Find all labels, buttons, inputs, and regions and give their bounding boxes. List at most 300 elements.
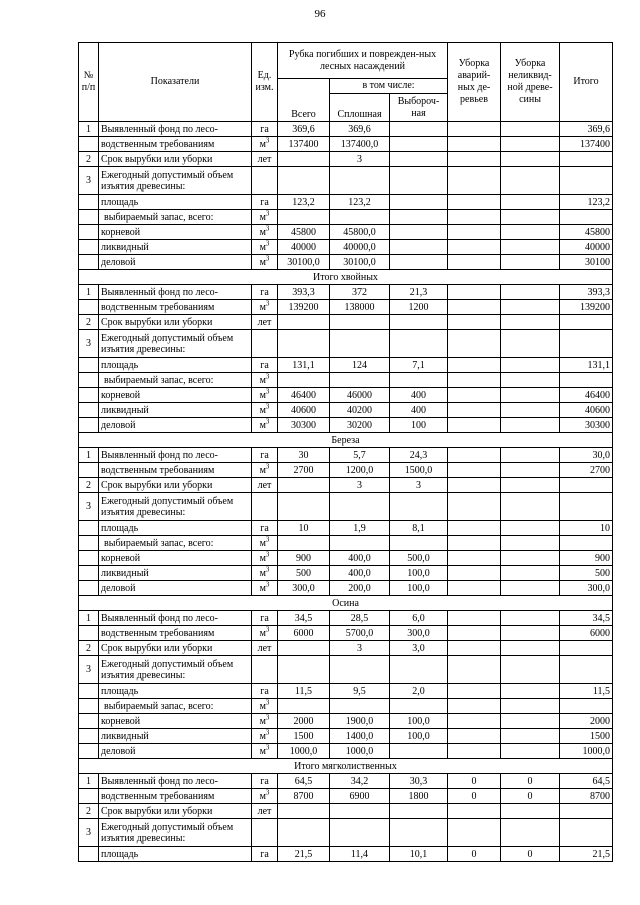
row-unit: га	[252, 684, 278, 699]
cell-emergency	[448, 152, 501, 167]
section-title: Итого мягколиственных	[79, 759, 613, 774]
cell-clear: 28,5	[330, 611, 390, 626]
cell-illiquid	[501, 255, 560, 270]
cell-selective	[390, 195, 448, 210]
cell-selective: 300,0	[390, 626, 448, 641]
cell-illiquid	[501, 403, 560, 418]
table-row	[79, 714, 613, 729]
row-unit: $м^3$	[252, 714, 278, 729]
cell-illiquid	[501, 626, 560, 641]
cell-grand-total: 369,6	[560, 122, 613, 137]
row-unit: га	[252, 521, 278, 536]
cell-illiquid	[501, 195, 560, 210]
header-grand-total: Итого	[560, 43, 613, 122]
cell-illiquid	[501, 285, 560, 300]
row-number	[79, 255, 99, 270]
cell-grand-total: 500	[560, 566, 613, 581]
row-unit: га	[252, 358, 278, 373]
row-unit: га	[252, 285, 278, 300]
cell-grand-total: 300,0	[560, 581, 613, 596]
table-row	[79, 804, 613, 819]
cell-emergency	[448, 729, 501, 744]
cell-grand-total	[560, 373, 613, 388]
row-unit: $м^3$	[252, 536, 278, 551]
cell-emergency	[448, 315, 501, 330]
row-unit: $м^3$	[252, 581, 278, 596]
cell-emergency	[448, 167, 501, 195]
row-unit	[252, 493, 278, 521]
cell-emergency	[448, 358, 501, 373]
cell-selective	[390, 152, 448, 167]
cell-total: 393,3	[278, 285, 330, 300]
table-row	[79, 744, 613, 759]
section-title: Осина	[79, 596, 613, 611]
cell-grand-total: 139200	[560, 300, 613, 315]
row-number	[79, 210, 99, 225]
table-row	[79, 789, 613, 804]
row-label: водственным требованиям	[99, 463, 252, 478]
cell-emergency	[448, 551, 501, 566]
page-number: 96	[314, 8, 326, 20]
section-header-row	[79, 270, 613, 285]
cell-illiquid	[501, 240, 560, 255]
cell-total	[278, 315, 330, 330]
header-unit: Ед. изм.	[252, 43, 278, 122]
cell-grand-total	[560, 641, 613, 656]
table-row	[79, 656, 613, 684]
cell-total	[278, 641, 330, 656]
cell-selective	[390, 315, 448, 330]
cell-emergency	[448, 122, 501, 137]
cell-clear: 3	[330, 641, 390, 656]
row-number	[79, 699, 99, 714]
row-number: 3	[79, 819, 99, 847]
table-row	[79, 315, 613, 330]
row-label: корневой	[99, 714, 252, 729]
row-number: 2	[79, 152, 99, 167]
row-label: деловой	[99, 255, 252, 270]
cell-emergency	[448, 611, 501, 626]
cell-grand-total	[560, 152, 613, 167]
table-row	[79, 210, 613, 225]
cell-emergency	[448, 493, 501, 521]
cell-illiquid	[501, 804, 560, 819]
row-unit: $м^3$	[252, 418, 278, 433]
header-illiquid: Уборка неликвид-ной древе-сины	[501, 43, 560, 122]
cell-illiquid	[501, 699, 560, 714]
cell-clear: 1000,0	[330, 744, 390, 759]
row-number: 2	[79, 641, 99, 656]
cell-grand-total	[560, 699, 613, 714]
row-unit: $м^3$	[252, 551, 278, 566]
cell-total: 11,5	[278, 684, 330, 699]
cell-selective	[390, 819, 448, 847]
table-row	[79, 729, 613, 744]
cell-emergency	[448, 656, 501, 684]
row-label: Ежегодный допустимый объем изъятия древесины:	[99, 330, 252, 358]
cell-grand-total: 30,0	[560, 448, 613, 463]
cell-clear	[330, 167, 390, 195]
row-label: Выявленный фонд по лесо-	[99, 774, 252, 789]
table-row	[79, 626, 613, 641]
row-label: корневой	[99, 225, 252, 240]
table-row	[79, 551, 613, 566]
cell-illiquid	[501, 819, 560, 847]
row-number	[79, 225, 99, 240]
row-label: Срок вырубки или уборки	[99, 478, 252, 493]
cell-selective: 100,0	[390, 729, 448, 744]
cell-total: 2700	[278, 463, 330, 478]
header-incl: в том числе:	[330, 79, 448, 94]
cell-selective: 2,0	[390, 684, 448, 699]
row-label: площадь	[99, 195, 252, 210]
section-header-row	[79, 759, 613, 774]
row-number: 1	[79, 774, 99, 789]
row-unit: $м^3$	[252, 789, 278, 804]
header-clear: Сплошная	[330, 94, 390, 122]
cell-illiquid	[501, 152, 560, 167]
cell-illiquid	[501, 566, 560, 581]
cell-emergency	[448, 714, 501, 729]
table-row	[79, 847, 613, 862]
cell-total: 8700	[278, 789, 330, 804]
row-label: выбираемый запас, всего:	[99, 373, 252, 388]
row-label: Ежегодный допустимый объем изъятия древесины:	[99, 656, 252, 684]
cell-selective	[390, 167, 448, 195]
cell-clear: 46000	[330, 388, 390, 403]
cell-selective: 7,1	[390, 358, 448, 373]
row-number	[79, 536, 99, 551]
cell-clear: 3	[330, 152, 390, 167]
row-label: Ежегодный допустимый объем изъятия древесины:	[99, 167, 252, 195]
row-label: выбираемый запас, всего:	[99, 536, 252, 551]
cell-total	[278, 330, 330, 358]
cell-illiquid	[501, 373, 560, 388]
cell-grand-total	[560, 315, 613, 330]
cell-clear	[330, 536, 390, 551]
cell-illiquid	[501, 315, 560, 330]
table-row	[79, 478, 613, 493]
cell-clear: 45800,0	[330, 225, 390, 240]
row-number: 1	[79, 611, 99, 626]
cell-grand-total: 46400	[560, 388, 613, 403]
row-unit: га	[252, 195, 278, 210]
row-label: деловой	[99, 418, 252, 433]
cell-emergency	[448, 581, 501, 596]
cell-total: 45800	[278, 225, 330, 240]
row-label: площадь	[99, 358, 252, 373]
cell-illiquid	[501, 714, 560, 729]
cell-clear	[330, 315, 390, 330]
row-label: ликвидный	[99, 729, 252, 744]
row-number: 3	[79, 656, 99, 684]
cell-clear: 1400,0	[330, 729, 390, 744]
cell-selective	[390, 656, 448, 684]
row-number	[79, 729, 99, 744]
row-unit: га	[252, 122, 278, 137]
cell-illiquid	[501, 641, 560, 656]
cell-clear: 124	[330, 358, 390, 373]
cell-illiquid	[501, 167, 560, 195]
cell-grand-total	[560, 819, 613, 847]
cell-emergency	[448, 684, 501, 699]
cell-selective: 100	[390, 418, 448, 433]
cell-grand-total: 900	[560, 551, 613, 566]
row-unit: $м^3$	[252, 210, 278, 225]
cell-illiquid	[501, 493, 560, 521]
table-row	[79, 641, 613, 656]
row-unit: лет	[252, 152, 278, 167]
cell-clear: 9,5	[330, 684, 390, 699]
forest-felling-table	[78, 42, 613, 862]
row-number	[79, 240, 99, 255]
row-label: деловой	[99, 744, 252, 759]
cell-clear	[330, 330, 390, 358]
cell-illiquid	[501, 330, 560, 358]
cell-clear: 5700,0	[330, 626, 390, 641]
cell-clear: 372	[330, 285, 390, 300]
row-number: 1	[79, 285, 99, 300]
cell-total: 30300	[278, 418, 330, 433]
row-unit: $м^3$	[252, 388, 278, 403]
cell-clear: 369,6	[330, 122, 390, 137]
row-label: ликвидный	[99, 240, 252, 255]
header-felling: Рубка погибших и поврежден-ных лесных насаждений	[278, 43, 448, 79]
table-row	[79, 225, 613, 240]
cell-grand-total: 11,5	[560, 684, 613, 699]
row-number	[79, 388, 99, 403]
row-unit: $м^3$	[252, 225, 278, 240]
table-row	[79, 819, 613, 847]
header-selective: Выбороч-ная	[390, 94, 448, 122]
cell-emergency: 0	[448, 847, 501, 862]
cell-total: 900	[278, 551, 330, 566]
cell-selective: 21,3	[390, 285, 448, 300]
cell-selective	[390, 240, 448, 255]
cell-selective: 100,0	[390, 566, 448, 581]
row-number	[79, 626, 99, 641]
cell-emergency	[448, 195, 501, 210]
cell-illiquid	[501, 551, 560, 566]
row-unit: $м^3$	[252, 137, 278, 152]
cell-selective: 500,0	[390, 551, 448, 566]
row-number	[79, 566, 99, 581]
cell-grand-total: 123,2	[560, 195, 613, 210]
cell-illiquid	[501, 744, 560, 759]
row-number	[79, 403, 99, 418]
table-row	[79, 330, 613, 358]
table-row	[79, 521, 613, 536]
row-unit: $м^3$	[252, 744, 278, 759]
cell-grand-total: 10	[560, 521, 613, 536]
cell-emergency	[448, 536, 501, 551]
cell-selective: 1500,0	[390, 463, 448, 478]
cell-grand-total: 1000,0	[560, 744, 613, 759]
row-number	[79, 551, 99, 566]
cell-selective	[390, 225, 448, 240]
cell-selective: 8,1	[390, 521, 448, 536]
row-unit: лет	[252, 804, 278, 819]
row-unit: $м^3$	[252, 373, 278, 388]
row-number	[79, 684, 99, 699]
cell-grand-total	[560, 210, 613, 225]
cell-total: 123,2	[278, 195, 330, 210]
cell-emergency	[448, 566, 501, 581]
row-label: площадь	[99, 521, 252, 536]
row-unit: га	[252, 774, 278, 789]
row-unit	[252, 656, 278, 684]
row-label: Срок вырубки или уборки	[99, 152, 252, 167]
cell-total: 500	[278, 566, 330, 581]
table-row	[79, 418, 613, 433]
header-emergency: Уборка аварий-ных де-ревьев	[448, 43, 501, 122]
table-row	[79, 463, 613, 478]
row-number	[79, 195, 99, 210]
cell-illiquid	[501, 478, 560, 493]
cell-clear: 137400,0	[330, 137, 390, 152]
cell-selective: 3	[390, 478, 448, 493]
header-indicators: Показатели	[99, 43, 252, 122]
cell-clear: 400,0	[330, 551, 390, 566]
cell-total	[278, 536, 330, 551]
row-unit: $м^3$	[252, 255, 278, 270]
row-label: Выявленный фонд по лесо-	[99, 285, 252, 300]
cell-emergency: 0	[448, 789, 501, 804]
cell-emergency	[448, 804, 501, 819]
cell-grand-total	[560, 804, 613, 819]
table-row	[79, 137, 613, 152]
cell-total	[278, 699, 330, 714]
cell-selective	[390, 122, 448, 137]
cell-emergency	[448, 388, 501, 403]
cell-clear	[330, 493, 390, 521]
table-row	[79, 774, 613, 789]
cell-illiquid	[501, 521, 560, 536]
row-unit: га	[252, 847, 278, 862]
row-number: 2	[79, 478, 99, 493]
row-unit	[252, 330, 278, 358]
cell-illiquid	[501, 225, 560, 240]
cell-total	[278, 167, 330, 195]
row-number	[79, 714, 99, 729]
cell-illiquid	[501, 358, 560, 373]
row-unit: $м^3$	[252, 240, 278, 255]
row-number	[79, 521, 99, 536]
row-label: Срок вырубки или уборки	[99, 804, 252, 819]
cell-selective: 1200	[390, 300, 448, 315]
cell-emergency	[448, 255, 501, 270]
cell-illiquid	[501, 684, 560, 699]
cell-total	[278, 373, 330, 388]
cell-emergency	[448, 819, 501, 847]
cell-grand-total: 64,5	[560, 774, 613, 789]
row-label: корневой	[99, 388, 252, 403]
cell-illiquid	[501, 611, 560, 626]
section-header-row	[79, 596, 613, 611]
table-row	[79, 684, 613, 699]
row-number	[79, 418, 99, 433]
row-label: водственным требованиям	[99, 626, 252, 641]
cell-illiquid: 0	[501, 789, 560, 804]
cell-selective: 400	[390, 403, 448, 418]
cell-grand-total	[560, 493, 613, 521]
cell-emergency	[448, 463, 501, 478]
row-number	[79, 300, 99, 315]
cell-illiquid	[501, 536, 560, 551]
cell-emergency	[448, 300, 501, 315]
cell-clear: 30200	[330, 418, 390, 433]
cell-selective	[390, 255, 448, 270]
cell-grand-total: 45800	[560, 225, 613, 240]
cell-illiquid	[501, 463, 560, 478]
cell-total: 64,5	[278, 774, 330, 789]
cell-emergency	[448, 403, 501, 418]
cell-clear: 30100,0	[330, 255, 390, 270]
table-row	[79, 581, 613, 596]
cell-clear: 138000	[330, 300, 390, 315]
row-unit: лет	[252, 478, 278, 493]
row-number	[79, 581, 99, 596]
cell-selective: 100,0	[390, 714, 448, 729]
cell-clear: 11,4	[330, 847, 390, 862]
cell-selective: 30,3	[390, 774, 448, 789]
cell-illiquid	[501, 388, 560, 403]
row-number	[79, 358, 99, 373]
cell-grand-total: 30300	[560, 418, 613, 433]
cell-selective	[390, 137, 448, 152]
cell-emergency	[448, 210, 501, 225]
table-row	[79, 300, 613, 315]
row-label: площадь	[99, 847, 252, 862]
row-number: 3	[79, 330, 99, 358]
cell-total: 369,6	[278, 122, 330, 137]
cell-clear: 1,9	[330, 521, 390, 536]
cell-selective	[390, 493, 448, 521]
cell-grand-total: 1500	[560, 729, 613, 744]
row-unit: лет	[252, 315, 278, 330]
row-label: Ежегодный допустимый объем изъятия древесины:	[99, 819, 252, 847]
table-row	[79, 285, 613, 300]
row-unit: $м^3$	[252, 300, 278, 315]
row-number: 2	[79, 804, 99, 819]
cell-selective: 1800	[390, 789, 448, 804]
cell-illiquid	[501, 581, 560, 596]
cell-grand-total	[560, 330, 613, 358]
cell-clear: 40000,0	[330, 240, 390, 255]
row-unit: га	[252, 611, 278, 626]
section-title: Береза	[79, 433, 613, 448]
row-label: Ежегодный допустимый объем изъятия древесины:	[99, 493, 252, 521]
cell-selective	[390, 373, 448, 388]
cell-illiquid	[501, 210, 560, 225]
cell-illiquid	[501, 656, 560, 684]
section-title: Итого хвойных	[79, 270, 613, 285]
row-number	[79, 137, 99, 152]
row-label: выбираемый запас, всего:	[99, 210, 252, 225]
cell-total: 1500	[278, 729, 330, 744]
cell-total	[278, 656, 330, 684]
table-row	[79, 699, 613, 714]
table-row	[79, 152, 613, 167]
cell-emergency	[448, 137, 501, 152]
table-row	[79, 167, 613, 195]
cell-grand-total: 137400	[560, 137, 613, 152]
row-number	[79, 847, 99, 862]
cell-emergency	[448, 626, 501, 641]
cell-clear: 1900,0	[330, 714, 390, 729]
cell-selective: 400	[390, 388, 448, 403]
cell-selective: 100,0	[390, 581, 448, 596]
